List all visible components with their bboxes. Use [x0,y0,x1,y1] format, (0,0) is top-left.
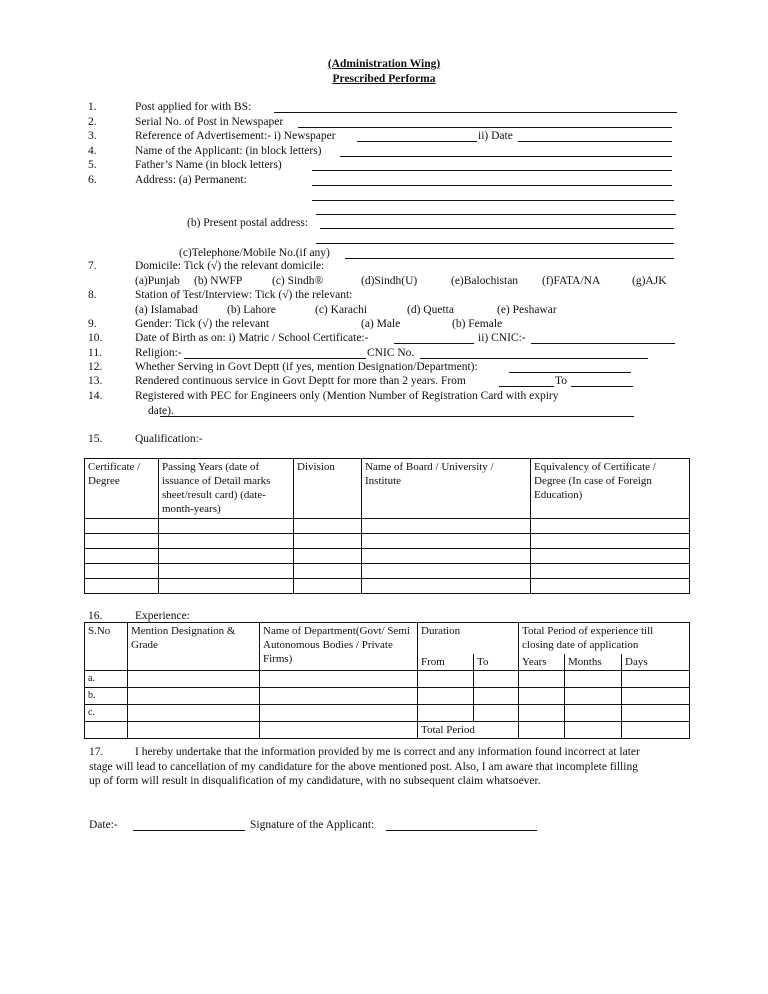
telephone-label: (c)Telephone/Mobile No.(if any) [179,247,330,259]
item-number: 7. [88,260,97,272]
gender-male-option[interactable]: (a) Male [361,318,401,330]
declaration-line-2: stage will lead to cancellation of my candidature for the above mentioned post. Also, I am aware that incomplete filling [89,761,638,773]
pec-field[interactable] [160,416,634,417]
gender-label: Gender: Tick (√) the relevant [135,318,270,330]
form-wing-title: (Administration Wing) [327,58,441,70]
item-number: 1. [88,101,97,113]
serial-no-label: Serial No. of Post in Newspaper [135,116,284,128]
service-from-field[interactable] [499,386,554,387]
dob-label: Date of Birth as on: i) Matric / School Certificate:- [135,332,369,344]
qualification-table [84,458,690,594]
govt-service-field[interactable] [509,372,631,373]
cnic-no-label: CNIC No. [367,347,415,359]
station-option[interactable]: (b) Lahore [227,304,276,316]
table-row [85,721,690,738]
service-to-label: To [555,375,567,387]
item-number: 16. [88,610,103,622]
item-number: 6. [88,174,97,186]
domicile-option[interactable]: (a)Punjab [135,275,180,287]
religion-label: Religion:- [135,347,182,359]
item-number: 12. [88,361,103,373]
exp-header-department: Name of Department(Govt/ Semi Autonomous Bodies / Private Firms) [260,623,418,671]
exp-header-designation: Mention Designation & Grade [128,623,260,671]
qualification-label: Qualification:- [135,433,203,445]
experience-table [84,622,690,739]
exp-header-years: Years [519,654,565,671]
applicant-name-label: Name of the Applicant: (in block letters) [135,145,322,157]
item-number: 10. [88,332,103,344]
post-applied-label: Post applied for with BS: [135,101,252,113]
table-row [85,579,690,594]
table-row [85,704,690,721]
total-period-label: Total Period [418,721,519,738]
gender-female-option[interactable]: (b) Female [452,318,503,330]
present-address-line[interactable] [316,243,674,244]
domicile-option[interactable]: (b) NWFP [194,275,243,287]
newspaper-field[interactable] [357,141,477,142]
domicile-option[interactable]: (e)Balochistan [451,275,519,287]
exp-header-duration: Duration [418,623,519,654]
table-row [85,564,690,579]
exp-header-to: To [474,654,519,671]
declaration-number: 17. [89,746,104,758]
govt-service-label: Whether Serving in Govt Deptt (if yes, mention Designation/Department): [135,361,478,373]
form-title: Prescribed Performa [332,73,436,85]
table-row [85,519,690,534]
declaration-line-1: I hereby undertake that the information provided by me is correct and any information found incorrect at later [135,746,640,758]
father-name-label: Father’s Name (in block letters) [135,159,282,171]
item-number: 2. [88,116,97,128]
item-number: 14. [88,390,103,402]
dob-cnic-field[interactable] [531,343,675,344]
religion-field[interactable] [184,358,366,359]
domicile-option[interactable]: (f)FATA/NA [542,275,601,287]
date-field[interactable] [133,830,245,831]
qual-header-certificate: Certificate / Degree [85,459,159,519]
table-row [85,687,690,704]
row-label: a. [85,670,128,687]
exp-header-from: From [418,654,474,671]
domicile-label: Domicile: Tick (√) the relevant domicile: [135,260,325,272]
exp-header-total-period: Total Period of experience till closing date of application [519,623,690,654]
signature-field[interactable] [386,830,537,831]
telephone-field[interactable] [345,258,674,259]
service-to-field[interactable] [571,386,633,387]
table-row [85,670,690,687]
item-number: 15. [88,433,103,445]
present-address-line[interactable] [320,228,674,229]
pec-label: Registered with PEC for Engineers only (Mention Number of Registration Card with expiry [135,390,559,402]
domicile-option[interactable]: (c) Sindh® [272,275,324,287]
qual-header-board: Name of Board / University / Institute [362,459,531,519]
station-label: Station of Test/Interview: Tick (√) the relevant: [135,289,353,301]
row-label: b. [85,687,128,704]
father-name-field[interactable] [312,170,672,171]
ad-date-field[interactable] [518,141,672,142]
dob-matric-field[interactable] [394,343,474,344]
ad-date-label: ii) Date [478,130,513,142]
table-row [85,549,690,564]
item-number: 8. [88,289,97,301]
pec-date-label: date). [148,405,174,417]
applicant-name-field[interactable] [340,156,672,157]
qual-header-equivalency: Equivalency of Certificate / Degree (In case of Foreign Education) [531,459,690,519]
dob-cnic-label: ii) CNIC:- [478,332,526,344]
permanent-address-label: Address: (a) Permanent: [135,174,247,186]
item-number: 9. [88,318,97,330]
item-number: 4. [88,145,97,157]
item-number: 3. [88,130,97,142]
table-row [85,534,690,549]
station-option[interactable]: (c) Karachi [315,304,368,316]
item-number: 13. [88,375,103,387]
domicile-option[interactable]: (d)Sindh(U) [361,275,418,287]
post-applied-field[interactable] [274,112,677,113]
qual-header-passing-years: Passing Years (date of issuance of Detail marks sheet/result card) (date-month-years) [159,459,294,519]
row-label: c. [85,704,128,721]
serial-no-field[interactable] [298,127,672,128]
exp-header-days: Days [622,654,690,671]
permanent-address-line[interactable] [312,200,674,201]
station-option[interactable]: (a) Islamabad [135,304,198,316]
exp-header-sno: S.No [85,623,128,671]
qual-header-division: Division [294,459,362,519]
item-number: 11. [88,347,102,359]
domicile-option[interactable]: (g)AJK [632,275,667,287]
signature-label: Signature of the Applicant: [250,819,375,831]
advertisement-label: Reference of Advertisement:- i) Newspaper [135,130,336,142]
station-option[interactable]: (e) Peshawar [497,304,557,316]
declaration-line-3: up of form will result in disqualification of my candidature, with no subsequent claim whatsoever. [89,775,541,787]
exp-header-months: Months [565,654,622,671]
station-option[interactable]: (d) Quetta [407,304,454,316]
present-address-label: (b) Present postal address: [187,217,309,229]
continuous-service-label: Rendered continuous service in Govt Deptt for more than 2 years. From [135,375,466,387]
cnic-no-field[interactable] [420,358,648,359]
item-number: 5. [88,159,97,171]
permanent-address-line[interactable] [316,214,676,215]
experience-label: Experience: [135,610,190,622]
date-label: Date:- [89,819,118,831]
permanent-address-line[interactable] [312,185,672,186]
